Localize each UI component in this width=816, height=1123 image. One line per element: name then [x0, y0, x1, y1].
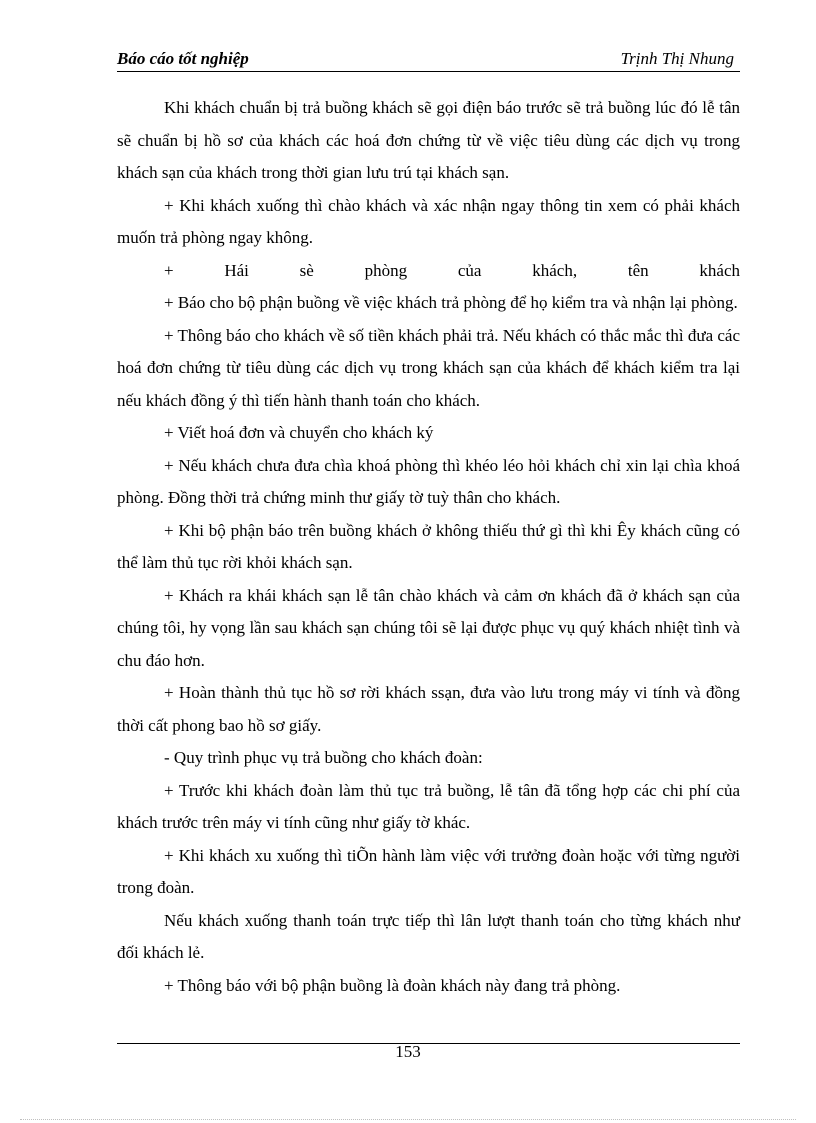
- paragraph: + Thông báo với bộ phận buồng là đoàn khách này đang trả phòng.: [164, 975, 621, 995]
- paragraph: + Hoàn thành thủ tục hồ sơ rời khách ssạn, đưa vào lưu trong máy vi tính và đồng thời cất phong bao hồ sơ giấy.: [117, 683, 740, 735]
- header-report-title: Báo cáo tốt nghiệp: [117, 49, 249, 68]
- header-author: Trịnh Thị Nhung: [620, 49, 734, 68]
- paragraph: + Khi khách xuống thì chào khách và xác nhận ngay thông tin xem có phải khách muốn trả phòng ngay không.: [117, 195, 740, 247]
- paragraph: - Quy trình phục vụ trả buồng cho khách đoàn:: [164, 748, 483, 767]
- paragraph: Nếu khách xuống thanh toán trực tiếp thì lân lượt thanh toán cho từng khách như đối khách lẻ.: [117, 910, 740, 962]
- paragraph: + Nếu khách chưa đưa chìa khoá phòng thì khéo léo hỏi khách chỉ xin lại chìa khoá phòng. Đồng thời trả chứng minh thư giấy tờ tuỳ thân cho khách.: [117, 455, 740, 507]
- paragraph: + Hái sè phòng của khách, tên khách: [164, 260, 740, 280]
- body-text: [117, 92, 740, 1002]
- paragraph: + Khi bộ phận báo trên buồng khách ở không thiếu thứ gì thì khi Êy khách cũng có thể làm thủ tục rời khỏi khách sạn.: [117, 520, 740, 572]
- paragraph: + Khi khách xu xuống thì tiÕn hành làm việc với trưởng đoàn hoặc với từng người trong đoàn.: [117, 845, 740, 897]
- page-header: [117, 49, 740, 72]
- paragraph: Khi khách chuẩn bị trả buồng khách sẽ gọi điện báo trước sẽ trả buồng lúc đó lễ tân sẽ chuẩn bị hồ sơ của khách các hoá đơn chứng từ về việc tiêu dùng các dịch vụ trong khách sạn của khách trong thời gian lưu trú tại khách sạn.: [117, 98, 740, 182]
- paragraph: + Thông báo cho khách về số tiền khách phải trả. Nếu khách có thắc mắc thì đưa các hoá đơn chứng từ tiêu dùng các dịch vụ trong khách sạn của khách để khách kiểm tra lại nếu khách đồng ý thì tiến hành thanh toán cho khách.: [117, 325, 740, 410]
- paragraph: + Viết hoá đơn và chuyển cho khách ký: [164, 423, 434, 442]
- paragraph: + Báo cho bộ phận buồng về việc khách trả phòng để họ kiểm tra và nhận lại phòng.: [164, 293, 738, 312]
- page-number: 153: [395, 1042, 421, 1061]
- page-edge-divider: [20, 1119, 796, 1120]
- paragraph: + Trước khi khách đoàn làm thủ tục trả buồng, lễ tân đã tổng hợp các chi phí của khách trước trên máy vi tính cũng như giấy tờ khác.: [117, 780, 740, 832]
- paragraph: + Khách ra khái khách sạn lễ tân chào khách và cảm ơn khách đã ở khách sạn của chúng tôi, hy vọng lần sau khách sạn chúng tôi sẽ lại được phục vụ quý khách nhiệt tình và chu đáo hơn.: [117, 585, 740, 670]
